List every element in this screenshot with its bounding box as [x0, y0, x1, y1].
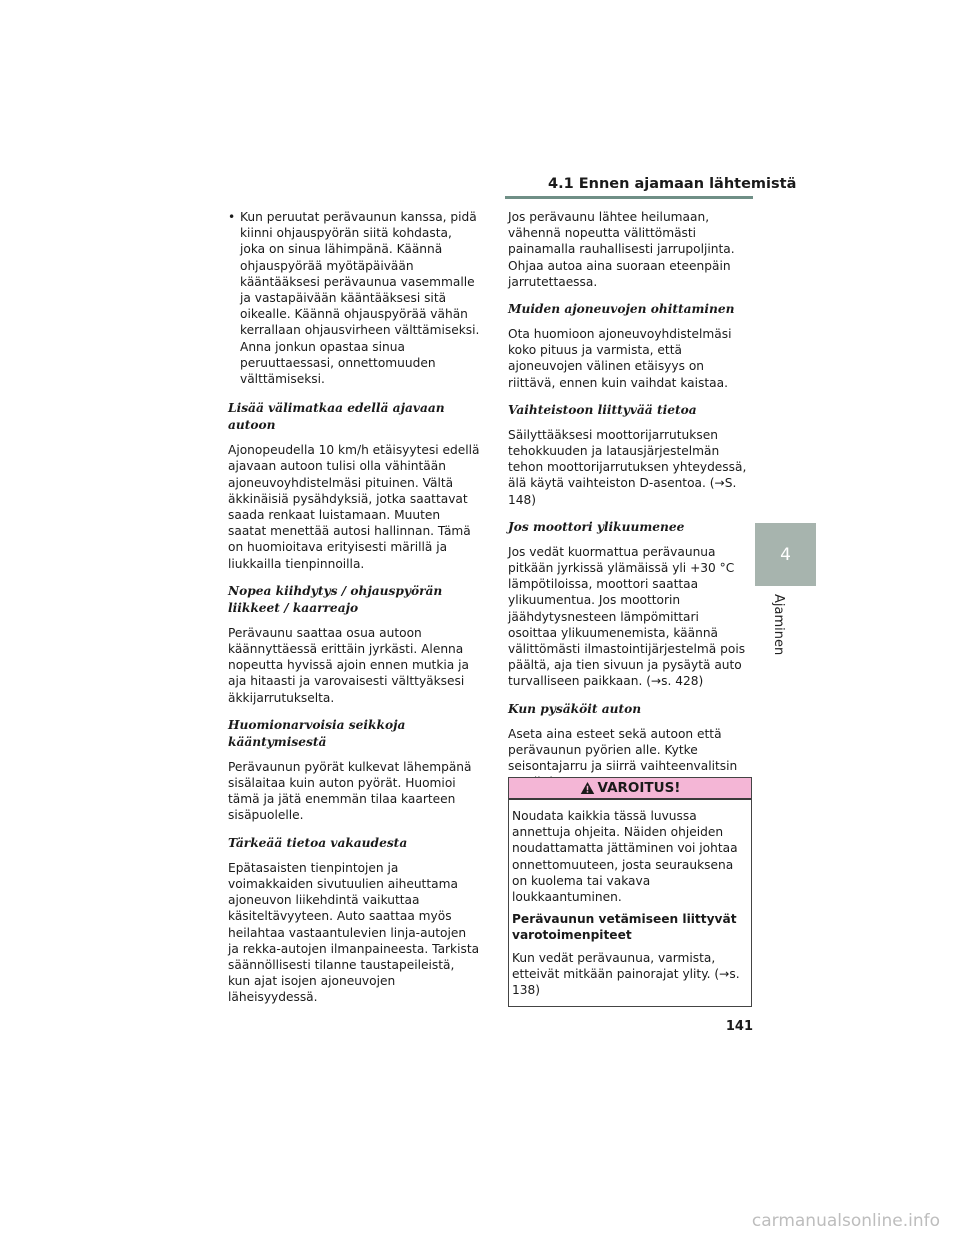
subheading-turning: Huomionarvoisia seikkoja kääntymisestä — [228, 717, 406, 749]
warning-triangle-icon — [580, 781, 595, 795]
chapter-number: 4 — [780, 544, 791, 565]
paragraph-parking: Aseta aina esteet sekä autoon että perävaunun pyörien alle. Kytke seisontajarru ja siirrä vaihteenvalitsin — [508, 726, 738, 774]
subheading-acceleration: Nopea kiihdytys / ohjauspyörän liikkeet / kaarreajo — [228, 583, 443, 615]
warning-subheading: Perävaunun vetämiseen liittyvät varotoimenpiteet — [512, 912, 737, 943]
warning-box — [508, 777, 752, 1007]
warning-header — [509, 778, 751, 800]
subheading-following-distance: Lisää välimatkaa edellä ajavaan autoon — [228, 401, 445, 433]
chapter-tab — [755, 523, 816, 586]
paragraph-overtaking: Ota huomioon ajoneuvoyhdistelmäsi koko pituus ja varmista, että ajoneuvojen välinen etäisyys on riittävä, ennen kuin vaihdat kaistaa. — [508, 327, 732, 390]
subheading-stability: Tärkeää tietoa vakaudesta — [228, 835, 408, 850]
paragraph-sway: Jos perävaunu lähtee heilumaan, vähennä nopeutta välittömästi painamalla rauhallisesti jarrupoljinta. Ohjaa autoa aina suoraan eteenpäin jarrutettaessa. — [508, 210, 735, 289]
bullet-dot: • — [228, 210, 236, 224]
paragraph-transmission: Säilyttääksesi moottorijarrutuksen tehokkuuden ja latausjärjestelmän tehon moottorijarrutuksen yhteydessä, älä käytä vaihteiston D-asentoa. (→S. 148) — [508, 427, 747, 507]
watermark: carmanualsonline.info — [751, 1211, 940, 1231]
chapter-label: Ajaminen — [771, 594, 786, 656]
bullet-text: Kun peruutat perävaunun kanssa, pidä kiinni ohjauspyörän siitä kohdasta, joka on sinua lähimpänä. Käännä ohjauspyörää myötäpäivään kääntääksesi perävaunua vasemmalle ja vastapäivään kääntääksesi sitä oikealle. Käännä ohjauspyörää vähän kerrallaan ohjausvirheen välttämiseksi. Anna jonkun opastaa sinua peruuttaessasi, onnettomuuden välttämiseksi. — [240, 210, 480, 387]
warning-paragraph: Noudata kaikkia tässä luvussa annettuja ohjeita. Näiden ohjeiden noudattamatta jättäminen voi johtaa onnettomuuteen, josta seurauksena on kuolema tai vakava loukkaantuminen. — [512, 809, 738, 905]
warning-body — [509, 800, 751, 1006]
subheading-parking: Kun pysäköit auton — [508, 701, 642, 716]
warning-paragraph-weight: Kun vedät perävaunua, varmista, etteivät mitkään painorajat ylity. (→s. 138) — [512, 950, 740, 998]
paragraph-overheating: Jos vedät kuormattua perävaunua pitkään jyrkissä ylämäissä yli +30 °C lämpötiloissa, moottori saattaa ylikuumentua. Jos moottorin jäähdytysnesteen lämpömittari osoittaa ylikuumenemista, käännä välittömästi ilmastointijärjestelmä pois päältä, aja tien sivuun ja pysäytä auto turvalliseen paikkaan. (→s. 428) — [508, 544, 746, 689]
subheading-transmission: Vaihteistoon liittyvää tietoa — [508, 402, 697, 417]
left-column — [228, 209, 480, 1017]
paragraph-stability: Epätasaisten tienpintojen ja voimakkaiden sivutuulien aiheuttama ajoneuvon liikehdintä vaikuttaa käsiteltävyyteen. Auto saattaa myös heilahtaa vastaantulevien linja-autojen ja rekka-autojen ilmanpaineesta. Tarkista säännöllisesti tilanne taustapeileistä, kun ajat isojen ajoneuvojen läheisyydessä. — [228, 860, 480, 1005]
paragraph-acceleration: Perävaunu saattaa osua autoon käännyttäessä erittäin jyrkästi. Alenna nopeutta hyvissä ajoin ennen mutkia ja aja hitaasti ja varovaisesti välttyäksesi äkkijarrutukselta. — [228, 625, 469, 705]
header-rule — [505, 196, 753, 199]
subheading-overtaking: Muiden ajoneuvojen ohittaminen — [508, 302, 735, 317]
subheading-overheating: Jos moottori ylikuumenee — [508, 519, 685, 534]
right-column — [508, 209, 751, 801]
page-number: 141 — [725, 1019, 753, 1034]
paragraph-following-distance: Ajonopeudella 10 km/h etäisyytesi edellä ajavaan autoon tulisi olla vähintään ajoneuvoyhdistelmäsi pituinen. Vältä äkkinäisiä pysähdyksiä, jotka saattavat saada renkaat luistamaan. Muuten saatat menettää autosi hallinnan. Tämä on huomioitava erityisesti märillä ja liukkailla tienpinnoilla. — [228, 443, 480, 571]
paragraph-turning: Perävaunun pyörät kulkevat lähempänä sisälaitaa kuin auton pyörät. Huomioi tämä ja jätä enemmän tilaa kaarteen sisäpuolelle. — [228, 759, 472, 823]
warning-title: VAROITUS! — [597, 780, 681, 796]
bullet-item — [228, 209, 480, 387]
section-header: 4.1 Ennen ajamaan lähtemistä — [548, 176, 797, 192]
